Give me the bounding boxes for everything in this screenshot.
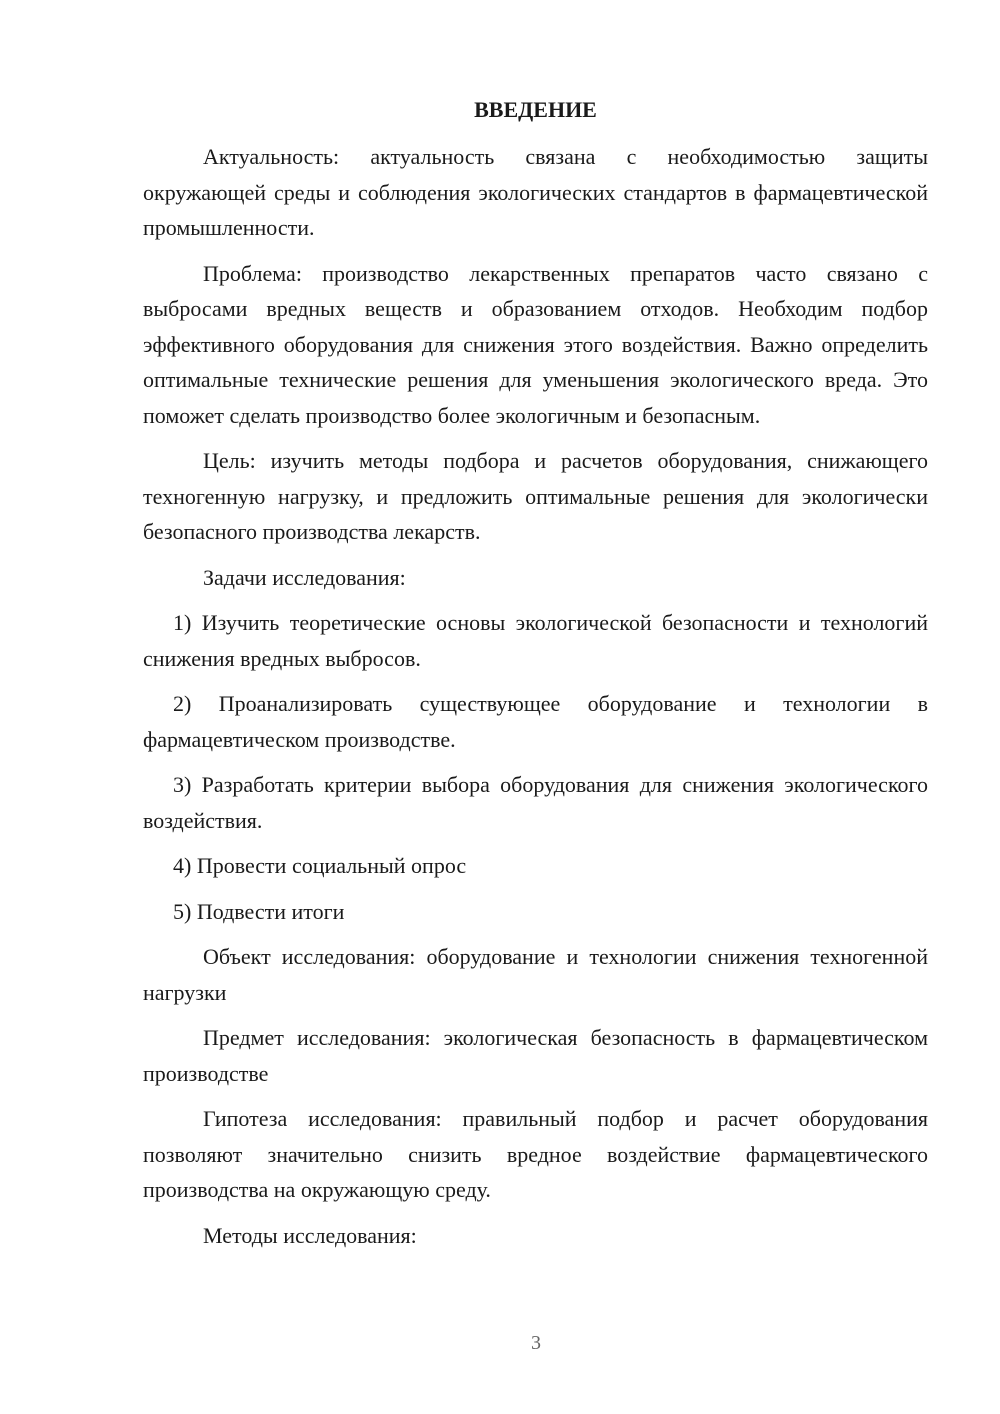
task-item-3: 3) Разработать критерии выбора оборудования для снижения экологического воздействия. — [143, 772, 928, 833]
object-paragraph: Объект исследования: оборудование и технологии снижения техногенной нагрузки — [143, 944, 928, 1005]
problem-paragraph: Проблема: производство лекарственных препаратов часто связано с выбросами вредных веществ и образованием отходов. Необходим подбор эффективного оборудования для снижения этого воздействия. Важно определить оптимальные технические решения для уменьшения экологического вреда. Это поможет сделать производство более экологичным и безопасным. — [143, 260, 928, 428]
section-title: ВВЕДЕНИЕ — [474, 97, 597, 122]
tasks-heading: Задачи исследования: — [203, 564, 406, 590]
subject-paragraph: Предмет исследования: экологическая безопасность в фармацевтическом производстве — [143, 1025, 928, 1086]
hypothesis-paragraph: Гипотеза исследования: правильный подбор и расчет оборудования позволяют значительно снизить вредное воздействие фармацевтического производства на окружающую среду. — [143, 1106, 928, 1202]
methods-heading: Методы исследования: — [203, 1222, 417, 1248]
task-item-4: 4) Провести социальный опрос — [173, 853, 467, 878]
document-body — [143, 92, 928, 1263]
goal-paragraph: Цель: изучить методы подбора и расчетов оборудования, снижающего техногенную нагрузку, и предложить оптимальные решения для экологически безопасного производства лекарств. — [143, 448, 928, 544]
task-item-2: 2) Проанализировать существующее оборудование и технологии в фармацевтическом производстве. — [143, 691, 928, 752]
task-item-1: 1) Изучить теоретические основы экологической безопасности и технологий снижения вредных выбросов. — [143, 610, 928, 671]
page-number: 3 — [531, 1332, 541, 1354]
relevance-paragraph: Актуальность: актуальность связана с необходимостью защиты окружающей среды и соблюдения экологических стандартов в фармацевтической промышленности. — [143, 144, 928, 240]
task-item-5: 5) Подвести итоги — [173, 898, 345, 924]
